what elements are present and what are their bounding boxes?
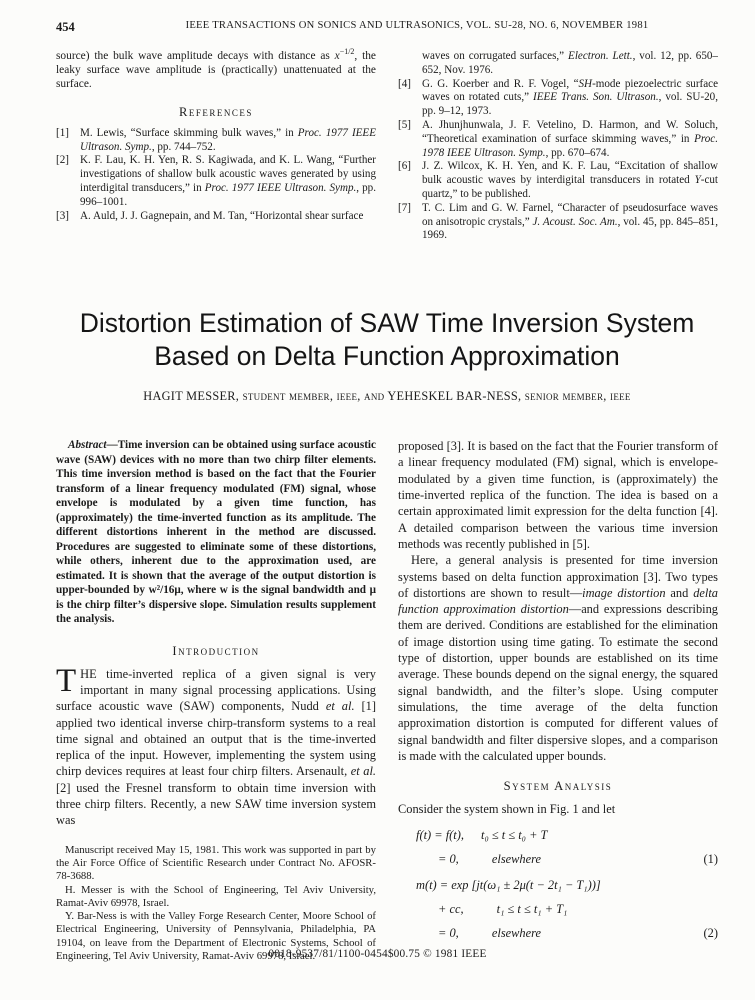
equation-1-number: (1) [703, 852, 718, 867]
eq2-expression: m(t) = exp [jt(ω₁ ± 2μ(t − 2t₁ − T₁))] [416, 878, 601, 893]
eq2-condition: t₁ ≤ t ≤ t₁ + T₁ [496, 902, 568, 917]
reference-label: [4] [398, 77, 411, 90]
reference-text: T. C. Lim and G. W. Farnel, “Character of pseudosurface waves on anisotropic crystals,” J. Acoust. Soc. Am., vol. 45, pp. 845–851, 1969. [422, 201, 719, 242]
equation-1-line2 [398, 851, 718, 867]
reference-text: waves on corrugated surfaces,” Electron. Lett., vol. 12, pp. 650–652, Nov. 1976. [422, 50, 718, 76]
reference-label: [3] [56, 209, 69, 222]
reference-item [398, 78, 718, 119]
reference-text: K. F. Lau, K. H. Yen, R. S. Kagiwada, and K. L. Wang, “Further investigations of shallow bulk acoustic waves generated by using interdigital transducers,” in Proc. 1977 IEEE Ultrason. Symp., pp. 996–1001. [80, 154, 377, 208]
equation-1 [398, 827, 718, 867]
drop-cap: T [56, 662, 77, 699]
eq1-zero: = 0, [438, 852, 459, 867]
reference-text: G. G. Koerber and R. F. Vogel, “SH-mode piezoelectric surface waves on rotated cuts,” IEEE Trans. Son. Ultrason., vol. SU-20, pp. 9–12, 1973. [422, 77, 719, 118]
reference-label: [5] [398, 118, 411, 131]
page-number: 454 [56, 20, 75, 34]
article-body [56, 438, 718, 963]
reference-label: [6] [398, 160, 411, 173]
reference-label: [1] [56, 126, 69, 139]
prev-closing-paragraph: source) the bulk wave amplitude decays with distance as $x^{-1/2}$, the leaky surface wave amplitude is (practically) unattenuated at the surface. [56, 47, 376, 90]
reference-text: A. Jhunjhunwala, J. F. Vetelino, D. Harmon, and W. Soluch, “Theoretical examination of surface skimming waves,” in Proc. 1978 IEEE Ultrason. Symp., pp. 670–674. [422, 118, 718, 159]
equation-2-number: (2) [703, 926, 718, 941]
equation-2-line2 [398, 901, 718, 917]
equation-lead-sentence: Consider the system shown in Fig. 1 and let [398, 802, 616, 817]
footnote-affiliation-messer: H. Messer is with the School of Engineering, Tel Aviv University, Ramat-Aviv 69978, Israel. [56, 883, 376, 909]
eq1-elsewhere: elsewhere [491, 852, 541, 867]
reference-text: J. Z. Wilcox, K. H. Yen, and K. F. Lau, “Excitation of shallow bulk acoustic waves by interdigital transducers in rotated Y-cut quartz,” to be published. [422, 160, 718, 200]
eq2-elsewhere: elsewhere [491, 926, 541, 941]
reference-item-continuation [398, 50, 718, 78]
reference-item [56, 127, 376, 155]
body-paragraph-continuation: proposed [3]. It is based on the fact that the Fourier transform of a linear frequency modulated (FM) signal, which is envelope-modulated by a given time function, is (approximately) the time-inverted replica of the function. The idea is based on a certain approximated limit expression for the delta function [4]. A detailed comparison between the various time inversion methods was recently published in [5]. [398, 439, 718, 551]
reference-text: M. Lewis, “Surface skimming bulk waves,” in Proc. 1977 IEEE Ultrason. Symp., pp. 744–752. [80, 126, 376, 153]
equation-2-line3 [398, 925, 718, 941]
equation-2-line1 [398, 877, 718, 893]
reference-item [56, 154, 376, 209]
author-line: HAGIT MESSER, student member, ieee, and YEHESKEL BAR-NESS, senior member, ieee [143, 389, 631, 404]
abstract-paragraph: Abstract—Time inversion can be obtained using surface acoustic wave (SAW) devices with no more than two chirp filter elements. This time inversion method is based on the fact that the Fourier transform of a linear frequency modulated (FM) signal, whose envelope is modulated by a given time function, has (approximately) the time-inverted function as its amplitude. The different distortions inherent in the method are discussed. Procedures are suggested to eliminate some of these distortions, while others, inherent due to the approximation used, are estimated. It is shown that the average of the output distortion is upper-bounded by w²/16μ, where w is the signal bandwidth and μ is the chirp filter’s dispersive slope. Simulation results supplement the analysis. [56, 439, 376, 626]
eq1-condition: t₀ ≤ t ≤ t₀ + T [481, 828, 548, 843]
equation-1-line1 [398, 827, 718, 843]
journal-header: IEEE TRANSACTIONS ON SONICS AND ULTRASONICS, VOL. SU-28, NO. 6, NOVEMBER 1981 [185, 20, 649, 31]
reference-label: [2] [56, 154, 69, 167]
reference-item [398, 160, 718, 201]
article-title [56, 307, 718, 373]
introduction-heading: Introduction [172, 643, 260, 658]
references-heading: References [179, 104, 253, 119]
article-right-column [398, 438, 718, 963]
article-title-line1: Distortion Estimation of SAW Time Inversion System [79, 308, 695, 339]
reference-item [398, 202, 718, 243]
reference-item [56, 210, 376, 224]
reference-label: [7] [398, 201, 411, 214]
article-title-line2: Based on Delta Function Approximation [154, 341, 620, 372]
article-left-column [56, 438, 376, 963]
reference-text: A. Auld, J. J. Gagnepain, and M. Tan, “Horizontal shear surface [80, 209, 364, 222]
footnote-manuscript: Manuscript received May 15, 1981. This work was supported in part by the Air Force Office of Scientific Research under Contract No. AFOSR-78-3688. [56, 843, 376, 883]
prev-right-column [398, 50, 718, 243]
copyright-footer: 0018-9537/81/1100-0454$00.75 © 1981 IEEE [268, 948, 487, 960]
body-paragraph: Here, a general analysis is presented for time inversion systems based on delta function approximation [3]. Two types of distortions are shown to result—image distortion and delta function approximation distortion—and expressions describing them are derived. Conditions are established for the elimination of image distortion using time gating. To estimate the second type of distortion, upper bounds are established on its time average. These bounds depend on the signal energy, the squared signal bandwidth, and the filter’s slope. Using computer simulations, the time average of the delta function approximation distortion is computed for different values of signal bandwidth and filter dispersive slopes, and a comparison is made with the calculated upper bounds. [398, 553, 718, 763]
running-header [56, 20, 718, 38]
system-analysis-heading: System Analysis [503, 779, 613, 794]
eq1-lhs: f(t) = f(t), [416, 828, 464, 843]
eq2-cc: + cc, [438, 902, 464, 917]
equation-2 [398, 877, 718, 941]
introduction-paragraph [56, 662, 377, 829]
prev-left-column [56, 47, 377, 243]
footnote-affiliation-barness: Y. Bar-Ness is with the Valley Forge Research Center, Moore School of Electrical Engineering, University of Pennsylvania, Philadelphia, PA 19104, on leave from the Department of Electronic Systems, School of Engineering, Tel Aviv University, Ramat-Aviv 69978, Israel. [56, 910, 376, 962]
eq2-zero: = 0, [438, 926, 459, 941]
reference-item [398, 119, 718, 160]
introduction-text: HE time-inverted replica of a given signal is very important in many signal processing applications. Using surface acoustic wave (SAW) components, Nudd et al. [1] applied two identical inverse chirp-transform systems to a real time signal and obtained an output that is the time-inverted replica of the input. However, implementing the system using chirp devices requires at least four chirp filters. Arsenault, et al. [2] used the Fresnel transform to obtain time inversion with three chirp filters. Recently, a new SAW time inversion system was [56, 666, 377, 828]
footnote-block [56, 844, 376, 964]
previous-article-references [56, 47, 719, 243]
